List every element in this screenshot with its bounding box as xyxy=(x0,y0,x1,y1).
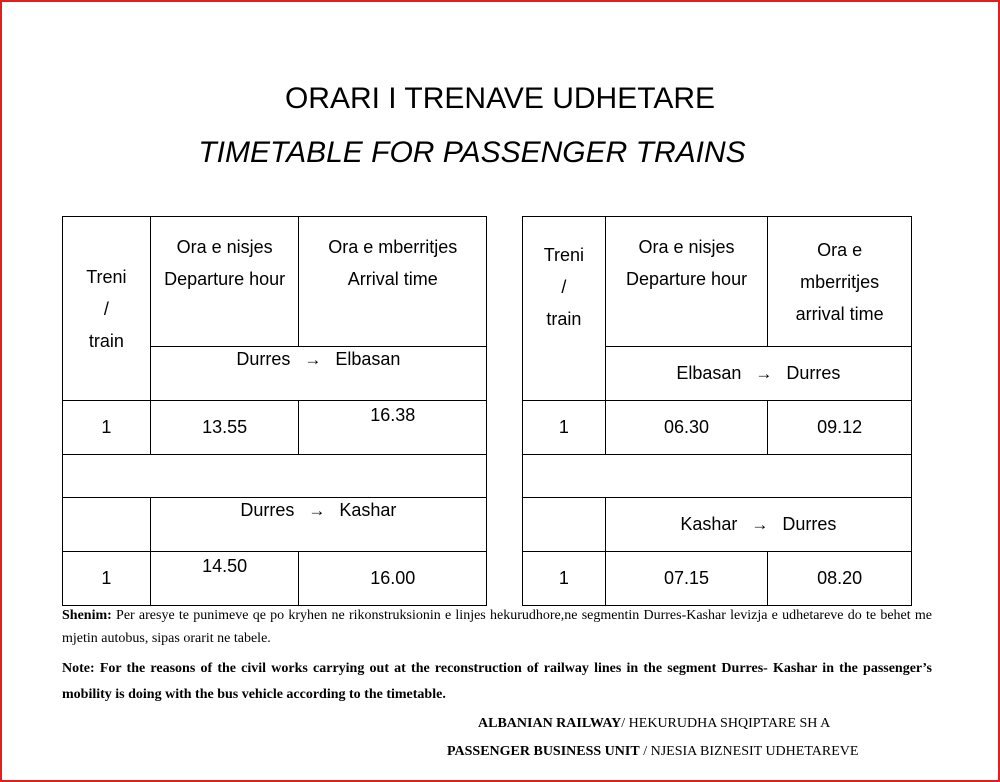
header-train-al: Treni xyxy=(543,245,585,265)
route-durres-elbasan xyxy=(150,347,486,401)
route-to: Elbasan xyxy=(335,349,401,369)
cell-train: 1 xyxy=(63,401,151,455)
header-arrival-al: Ora e mberritjes xyxy=(328,237,458,257)
header-arrival-en: Arrival time xyxy=(347,269,438,289)
header-departure-al: Ora e nisjes xyxy=(176,237,273,257)
header-arrival-en: arrival time xyxy=(795,303,884,324)
cell-arrival: 16.38 xyxy=(299,401,487,455)
arrow-right-icon: → xyxy=(755,364,773,383)
notes-section xyxy=(62,604,932,708)
cell-train: 1 xyxy=(523,401,606,455)
header-departure-en: Departure hour xyxy=(164,269,286,289)
note-albanian-text: Per aresye te punimeve qe po kryhen ne rikonstruksionin e linjes hekurudhore,ne segmentin Durres-Kashar levizja e udhetareve do te behet me mjetin autobus, sipas orarit ne tabele. xyxy=(62,608,932,646)
empty-cell xyxy=(523,498,606,552)
header-arrival xyxy=(768,217,912,347)
route-to: Durres xyxy=(786,363,841,383)
note-english: Note: For the reasons of the civil works carrying out at the reconstruction of railway lines in the segment Durres- Kashar in the passenger’s mobility is doing with the bus vehicle according to the timetable. xyxy=(62,661,932,702)
header-train-en: train xyxy=(546,309,582,329)
spacer-row xyxy=(63,455,487,498)
cell-train: 1 xyxy=(523,552,606,606)
route-elbasan-durres xyxy=(605,347,911,401)
header-train-slash: / xyxy=(103,298,109,319)
header-train xyxy=(63,217,151,401)
header-train-slash: / xyxy=(561,277,567,297)
header-arrival-al-1: Ora e xyxy=(817,239,863,260)
header-departure-al: Ora e nisjes xyxy=(638,237,735,257)
header-train-al: Treni xyxy=(86,266,127,287)
cell-arrival: 09.12 xyxy=(768,401,912,455)
cell-arrival: 16.00 xyxy=(299,552,487,606)
header-arrival-al-2: mberritjes xyxy=(800,271,880,292)
route-from: Durres xyxy=(236,349,291,369)
signature-unit-en: PASSENGER BUSINESS UNIT xyxy=(447,744,640,759)
empty-cell xyxy=(63,498,151,552)
spacer-row xyxy=(523,455,912,498)
signature-org-en: ALBANIAN RAILWAY xyxy=(478,716,622,731)
timetable-durres-departures xyxy=(62,216,487,606)
page-title: ORARI I TRENAVE UDHETARE xyxy=(284,82,716,115)
header-arrival xyxy=(299,217,487,347)
cell-departure: 07.15 xyxy=(605,552,768,606)
signature-line-2 xyxy=(447,744,858,760)
header-departure xyxy=(150,217,299,347)
header-departure-en: Departure hour xyxy=(626,269,748,289)
arrow-right-icon: → xyxy=(751,515,769,534)
header-departure xyxy=(605,217,768,347)
cell-departure: 14.50 xyxy=(150,552,299,606)
timetable-durres-arrivals xyxy=(522,216,912,606)
header-train-en: train xyxy=(88,330,124,351)
page-subtitle: TIMETABLE FOR PASSENGER TRAINS xyxy=(198,136,746,169)
route-durres-kashar xyxy=(150,498,486,552)
signature-unit-al: / NJESIA BIZNESIT UDHETAREVE xyxy=(639,744,859,759)
note-albanian xyxy=(62,604,932,650)
route-from: Durres xyxy=(240,500,295,520)
arrow-right-icon: → xyxy=(304,350,322,369)
route-from: Elbasan xyxy=(676,363,742,383)
cell-departure: 13.55 xyxy=(150,401,299,455)
route-to: Kashar xyxy=(339,500,397,520)
route-from: Kashar xyxy=(680,514,738,534)
route-to: Durres xyxy=(782,514,837,534)
arrow-right-icon: → xyxy=(308,501,326,520)
cell-departure: 06.30 xyxy=(605,401,768,455)
header-train xyxy=(523,217,606,401)
note-albanian-label: Shenim: xyxy=(62,608,112,623)
cell-train: 1 xyxy=(63,552,151,606)
signature-org-al: / HEKURUDHA SHQIPTARE SH A xyxy=(621,716,831,731)
cell-arrival: 08.20 xyxy=(768,552,912,606)
signature-line-1 xyxy=(478,716,830,732)
route-kashar-durres xyxy=(605,498,911,552)
